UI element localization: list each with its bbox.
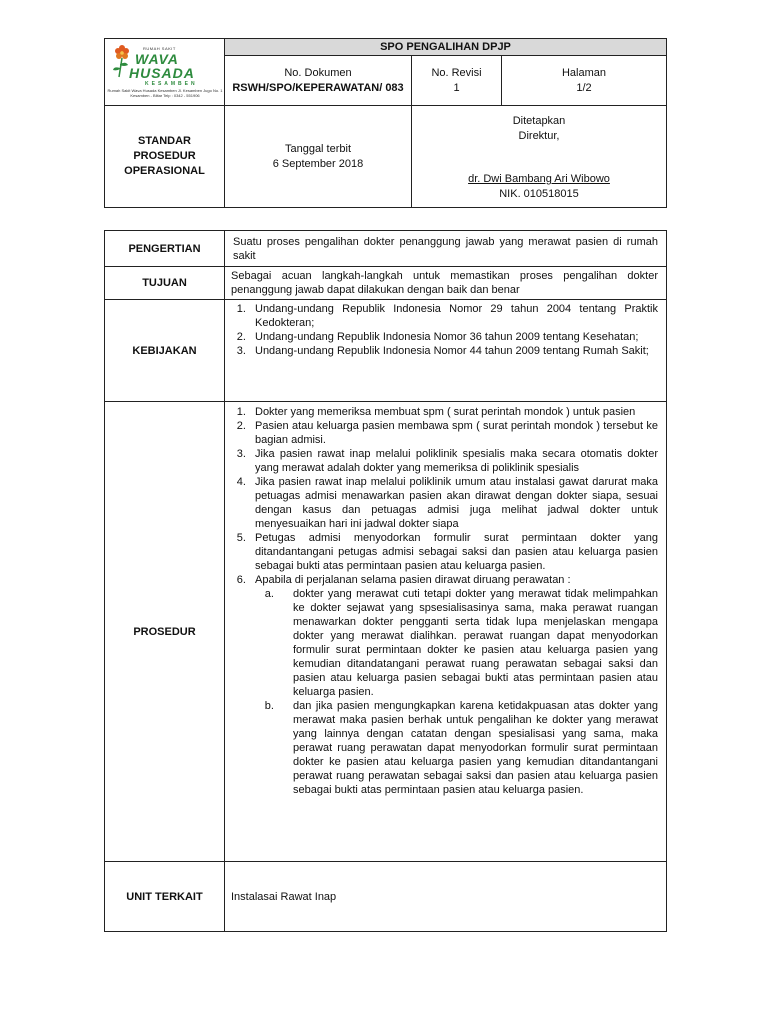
revision-cell (412, 56, 502, 106)
document-title: SPO PENGALIHAN DPJP (225, 39, 667, 56)
prosedur-content (225, 402, 667, 862)
prosedur-item: 5. Petugas admisi menyodorkan formulir surat permintaan dokter yang ditandantangani petugas admisi sebagai saksi dan pasien atau keluarga pasien sebagai bukti atas permintaan pasien atau keluarga pasien. (249, 531, 658, 573)
kebijakan-content (225, 300, 667, 402)
hospital-logo (105, 39, 225, 106)
kebijakan-item: 2. Undang-undang Republik Indonesia Nomor 36 tahun 2009 tentang Kesehatan; (249, 330, 658, 344)
page-label: Halaman (561, 66, 607, 79)
approval-cell (412, 106, 667, 208)
prosedur-label: PROSEDUR (105, 402, 225, 862)
signer-name: dr. Dwi Bambang Ari Wibowo (468, 173, 610, 185)
prosedur-item: 3. Jika pasien rawat inap melalui poliklinik spesialis maka secara otomatis dokter yang merawat adalah dokter yang memeriksa di poliklinik spesialis (249, 447, 658, 475)
spo-label-line3: OPERASIONAL (124, 165, 205, 177)
page-cell (502, 56, 667, 106)
doc-number-label: No. Dokumen (284, 66, 352, 79)
spo-content-table (104, 230, 667, 932)
kebijakan-item: 1. Undang-undang Republik Indonesia Nomor 29 tahun 2004 tentang Praktik Kedokteran; (249, 302, 658, 330)
kebijakan-item: 3. Undang-undang Republik Indonesia Nomor 44 tahun 2009 tentang Rumah Sakit; (249, 344, 658, 358)
doc-number-value: RSWH/SPO/KEPERAWATAN/ 083 (232, 81, 404, 94)
document-header (104, 38, 667, 208)
spo-label-cell (105, 106, 225, 208)
issue-date-label: Tanggal terbit (284, 142, 352, 155)
logo-name-line2: HUSADA (129, 65, 195, 81)
logo-name-line3: KESAMBEN (145, 81, 198, 87)
logo-address: Rumah Sakit Wava Husada Kesamben Jl. Kesamben Jugo No. 1 Kesamben - Blitar Telp : 0342 - 551906 (107, 88, 223, 98)
prosedur-list (231, 405, 658, 797)
prosedur-sub-item: a. dokter yang merawat cuti tetapi dokter yang merawat tidak melimpahkan ke dokter sejawat yang spsesialisasinya sama, maka perawat ruangan menawarkan dokter pengganti serta tidak lupa menjelaskan mengapa dokter yang merawat dialihkan. perawat ruangan dapat menyodorkan formulir surat permintaan dokter ke pasien atau keluarga pasien yang kemudian ditandatangani perawat ruang perawatan sebagai saksi dan pasien atau keluarga pasien sebagai bukti atas permintaan pasien atau keluarga pasien. (277, 587, 658, 699)
page-value: 1/2 (576, 81, 592, 94)
unit-terkait-label: UNIT TERKAIT (105, 862, 225, 932)
issue-date-value: 6 September 2018 (272, 157, 364, 170)
doc-number-cell (225, 56, 412, 106)
prosedur-item-text: Apabila di perjalanan selama pasien dirawat diruang perawatan : (255, 574, 571, 586)
kebijakan-list (231, 302, 658, 358)
logo-small-text: RUMAH SAKIT (143, 46, 176, 51)
unit-terkait-text: Instalasai Rawat Inap (225, 862, 667, 932)
prosedur-sub-item: b. dan jika pasien mengungkapkan karena ketidakpuasan atas dokter yang merawat maka pasien berhak untuk pengalihan ke dokter yang merawat yang lainnya dengan catatan dengan spesialisasi yang sama, maka perawat ruang perawatan dapat menyodorkan formulir surat permintaan dokter ke pasien atau keluarga pasien yang kemudian ditandantangani perawat ruang perawatan sebagai saksi dan pasien atau keluarga pasien sebagai bukti atas permintaan pasien atau keluarga pasien. (277, 699, 658, 797)
spo-label-line1: STANDAR (138, 135, 191, 147)
logo-name-line1: WAVA (135, 51, 179, 67)
spo-label-line2: PROSEDUR (133, 150, 196, 162)
prosedur-item: 2. Pasien atau keluarga pasien membawa spm ( surat perintah mondok ) tersebut ke bagian admisi. (249, 419, 658, 447)
revision-value: 1 (453, 81, 460, 94)
tujuan-label: TUJUAN (105, 267, 225, 300)
tujuan-text: Sebagai acuan langkah-langkah untuk memastikan proses pengalihan dokter penanggung jawab dapat dilakukan dengan baik dan benar (225, 267, 667, 300)
prosedur-item (249, 573, 658, 797)
prosedur-item: 1. Dokter yang memeriksa membuat spm ( surat perintah mondok ) untuk pasien (249, 405, 658, 419)
issue-date-cell (225, 106, 412, 208)
prosedur-item: 4. Jika pasien rawat inap melalui poliklinik umum atau instalasi gawat darurat maka petuagas admisi menawarkan pasien akan dirawat dengan dokter siapa, sesuai dengan kasus dan petuagas admisi juga melihat jadwal dokter untuk menyesuaikan hari ini jadwal dokter siapa (249, 475, 658, 531)
prosedur-sub-list (255, 587, 658, 797)
revision-label: No. Revisi (431, 66, 482, 79)
approval-label: Ditetapkan (512, 115, 566, 127)
signer-nik: NIK. 010518015 (499, 188, 579, 200)
pengertian-text: Suatu proses pengalihan dokter penanggung jawab yang merawat pasien di rumah sakit (225, 231, 667, 267)
kebijakan-label: KEBIJAKAN (105, 300, 225, 402)
pengertian-label: PENGERTIAN (105, 231, 225, 267)
director-label: Direktur, (518, 130, 560, 142)
